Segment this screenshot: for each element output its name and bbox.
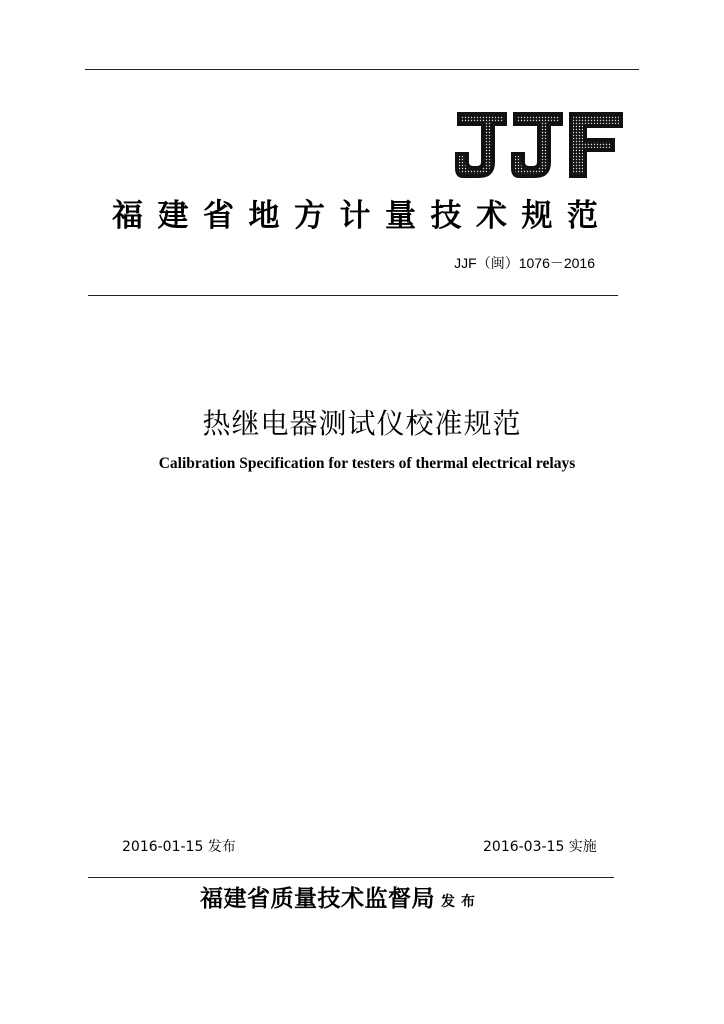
effective-date: 2016-03-15 实施 (483, 839, 597, 855)
document-title-cn: 热继电器测试仪校准规范 (202, 407, 522, 440)
issuer-action: 发布 (441, 894, 481, 910)
logo-letter-f (569, 112, 623, 178)
top-rule (85, 69, 639, 70)
header-rule (88, 295, 618, 296)
issuer-name: 福建省质量技术监督局 (200, 886, 435, 912)
logo-letter-j2 (511, 112, 563, 178)
footer-rule (88, 877, 614, 878)
issue-date: 2016-01-15 发布 (122, 839, 236, 855)
jjf-logo (455, 110, 625, 180)
standard-number: JJF（闽）1076－2016 (454, 255, 595, 271)
issuer-line (200, 880, 481, 913)
logo-letter-j1 (455, 112, 507, 178)
series-title: 福建省地方计量技术规范 (112, 198, 613, 234)
document-title-en: Calibration Specification for testers of thermal electrical relays (158, 455, 576, 472)
